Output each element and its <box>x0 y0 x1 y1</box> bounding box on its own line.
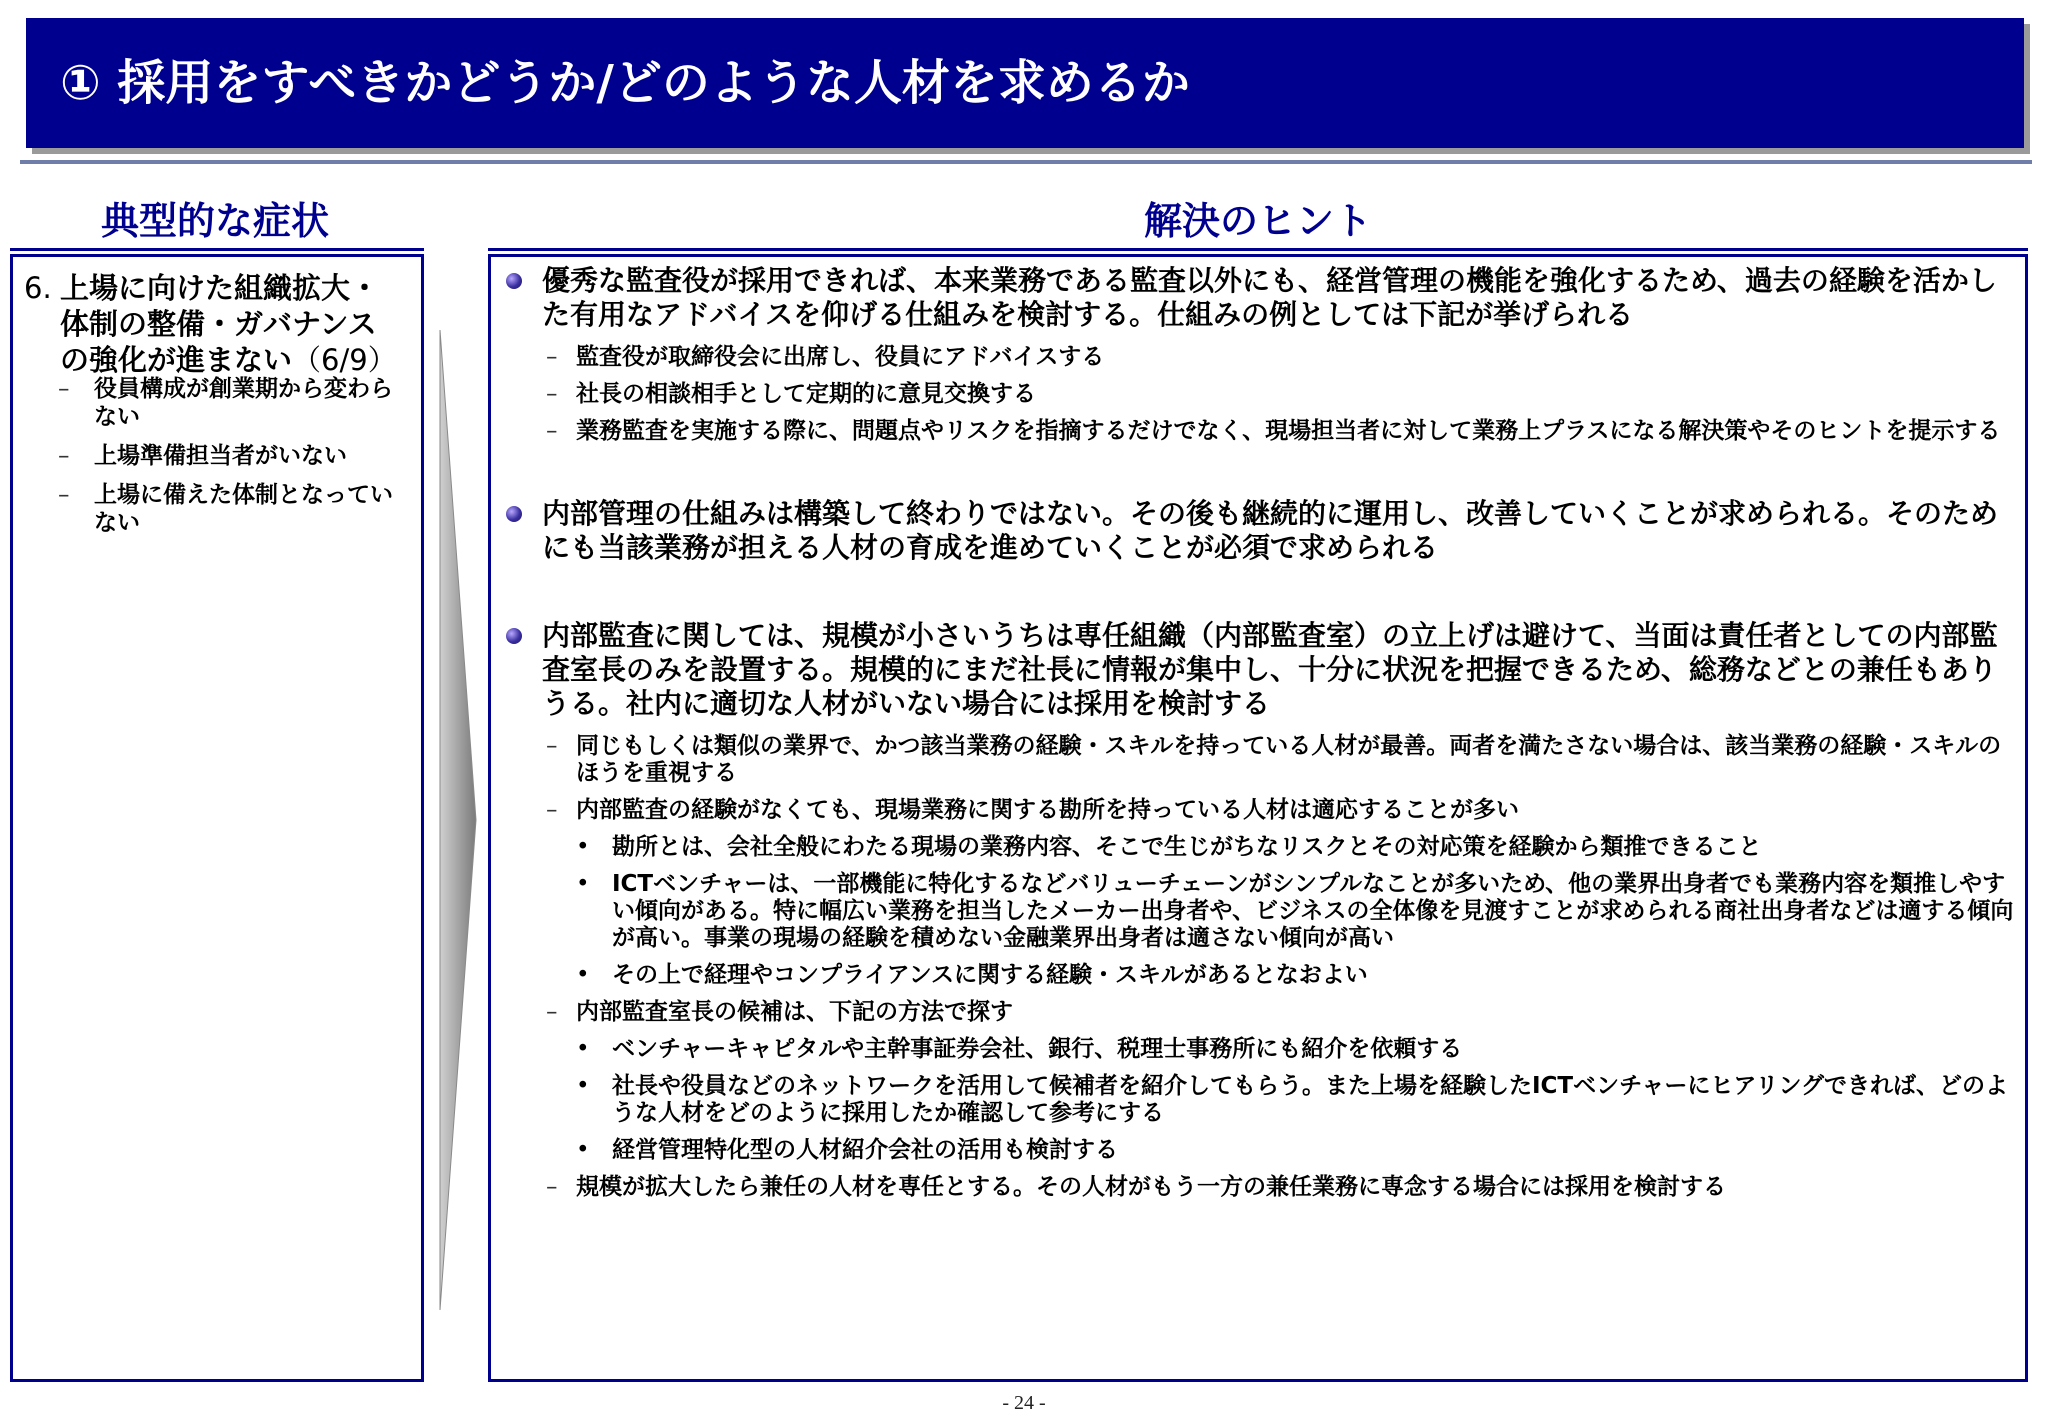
bullet-icon <box>506 273 522 289</box>
symptom-number: 6. <box>24 271 52 305</box>
bullet-icon <box>506 628 522 644</box>
hint-sub-item: – 内部監査室長の候補は、下記の方法で探す <box>546 999 1013 1025</box>
chevron-right-arrow-icon <box>432 330 478 1310</box>
list-item: – 上場準備担当者がいない <box>58 443 347 469</box>
hint-item: 内部監査に関しては、規模が小さいうちは専任組織（内部監査室）の立上げは避けて、当面は責任者としての内部監査室長のみを設置する。規模的にまだ社長に情報が集中し、十分に状況を把握できるため、総務などとの兼任もありうる。社内に適切な人材がいない場合には採用を検討する <box>506 619 2016 721</box>
hint-item: 優秀な監査役が採用できれば、本来業務である監査以外にも、経営管理の機能を強化するため、過去の経験を活かした有用なアドバイスを仰げる仕組みを検討する。仕組みの例としては下記が挙げられる <box>506 264 2016 332</box>
hint-sub-item: – 規模が拡大したら兼任の人材を専任とする。その人材がもう一方の兼任業務に専念する場合には採用を検討する <box>546 1174 1726 1200</box>
hint-sub-item: – 同じもしくは類似の業界で、かつ該当業務の経験・スキルを持っている人材が最善。両者を満たさない場合は、該当業務の経験・スキルのほうを重視する <box>546 733 2002 786</box>
bullet-icon <box>506 506 522 522</box>
title-bar <box>26 18 2024 148</box>
hint-sub-item: – 内部監査の経験がなくても、現場業務に関する勘所を持っている人材は適応することが多い <box>546 797 1519 823</box>
list-item: – 上場に備えた体制となっていない <box>58 482 393 536</box>
symptom-count: （6/9） <box>292 343 397 377</box>
symptoms-heading: 典型的な症状 <box>100 199 329 243</box>
hint-subsub-item: • その上で経理やコンプライアンスに関する経験・スキルがあるとなおよい <box>576 962 1368 988</box>
hints-heading-rule <box>488 248 2028 251</box>
hint-sub-item: – 業務監査を実施する際に、問題点やリスクを指摘するだけでなく、現場担当者に対して業務上プラスになる解決策やそのヒントを提示する <box>546 418 2001 444</box>
hints-heading: 解決のヒント <box>1143 199 1372 243</box>
list-item: – 役員構成が創業期から変わらない <box>58 376 393 430</box>
symptom-title-text: 上場に向けた組織拡大・体制の整備・ガバナンスの強化が進まない <box>60 271 380 377</box>
symptom-title <box>24 270 404 378</box>
hints-content <box>506 264 2016 1211</box>
hint-subsub-item: • ベンチャーキャピタルや主幹事証券会社、銀行、税理士事務所にも紹介を依頼する <box>576 1036 1463 1062</box>
hint-subsub-item: • ICTベンチャーは、一部機能に特化するなどバリューチェーンがシンプルなことが多いため、他の業界出身者でも業務内容を類推しやすい傾向がある。特に幅広い業務を担当したメーカー出身者や、ビジネスの全体像を見渡すことが求められる商社出身者などは適する傾向が高い。事業の現場の経験を積めない金融業界出身者は適さない傾向が高い <box>576 871 2014 951</box>
hint-subsub-item: • 勘所とは、会社全般にわたる現場の業務内容、そこで生じがちなリスクとその対応策を経験から類推できること <box>576 834 1762 860</box>
hint-subsub-item: • 経営管理特化型の人材紹介会社の活用も検討する <box>576 1137 1118 1163</box>
page-title: ① 採用をすべきかどうか/どのような人材を求めるか <box>60 55 1190 111</box>
hint-sub-item: – 社長の相談相手として定期的に意見交換する <box>546 381 1036 407</box>
hint-sub-item: – 監査役が取締役会に出席し、役員にアドバイスする <box>546 344 1105 370</box>
title-underline <box>20 160 2032 164</box>
hint-subsub-item: • 社長や役員などのネットワークを活用して候補者を紹介してもらう。また上場を経験したICTベンチャーにヒアリングできれば、どのような人材をどのように採用したか確認して参考にする <box>576 1073 2009 1126</box>
symptoms-heading-rule <box>10 248 424 251</box>
hint-item: 内部管理の仕組みは構築して終わりではない。その後も継続的に運用し、改善していくことが求められる。そのためにも当該業務が担える人材の育成を進めていくことが必須で求められる <box>506 497 2016 565</box>
page-number: - 24 - <box>1002 1392 1046 1414</box>
symptom-list <box>36 375 396 548</box>
